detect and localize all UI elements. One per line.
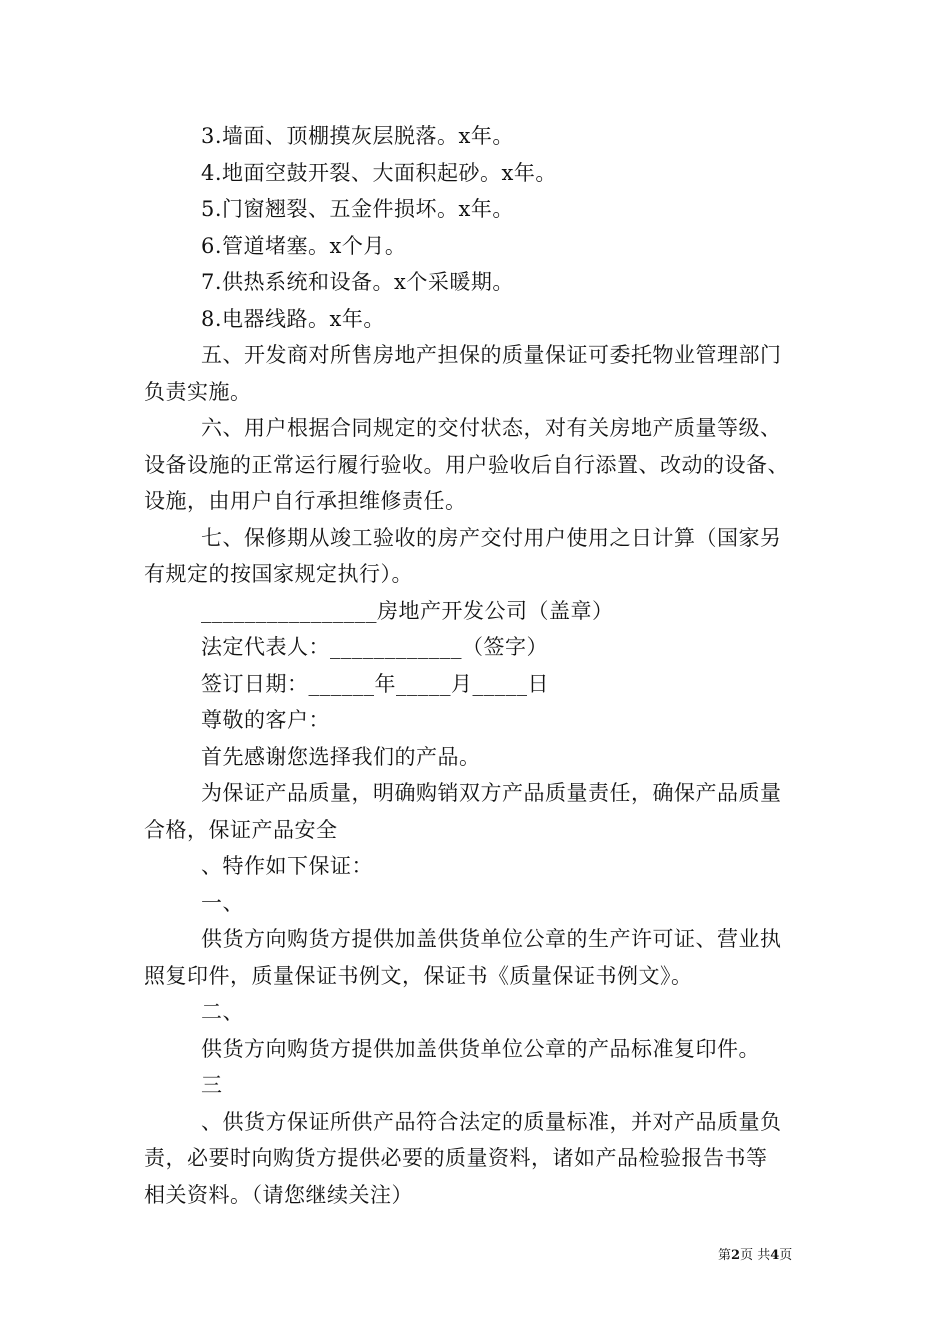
- text-line: 为保证产品质量，明确购销双方产品质量责任，确保产品质量: [201, 781, 782, 805]
- total-page-number: 4: [770, 1248, 780, 1263]
- text-line: 、供货方保证所供产品符合法定的质量标准，并对产品质量负: [201, 1109, 782, 1134]
- page-footer: [718, 1248, 792, 1264]
- text-line: ________________房地产开发公司（盖章）: [201, 598, 614, 623]
- text-line: 有规定的按国家规定执行）。: [144, 562, 413, 586]
- document-body: [144, 118, 814, 1213]
- text-line: 责，必要时向购货方提供必要的质量资料，诸如产品检验报告书等: [144, 1146, 768, 1170]
- text-line: 五、开发商对所售房地产担保的质量保证可委托物业管理部门: [201, 343, 782, 367]
- text-line: 合格，保证产品安全: [144, 817, 338, 842]
- footer-prefix: 第: [718, 1248, 732, 1263]
- current-page-number: 2: [731, 1248, 741, 1263]
- text-line: 相关资料。（请您继续关注）: [144, 1182, 413, 1207]
- text-line: 供货方向购货方提供加盖供货单位公章的生产许可证、营业执: [201, 927, 782, 951]
- footer-suffix: 页: [779, 1248, 793, 1263]
- text-line: 法定代表人：____________（签字）: [201, 635, 548, 659]
- text-line: 尊敬的客户：: [201, 708, 330, 732]
- text-line: 供货方向购货方提供加盖供货单位公章的产品标准复印件。: [201, 1036, 760, 1061]
- footer-middle: 页 共: [740, 1248, 771, 1263]
- text-line: 3.墙面、顶棚摸灰层脱落。x年。: [201, 124, 514, 148]
- text-line: 签订日期：______年_____月_____日: [201, 671, 549, 696]
- text-line: 六、用户根据合同规定的交付状态，对有关房地产质量等级、: [201, 416, 782, 440]
- text-line: 首先感谢您选择我们的产品。: [201, 744, 481, 769]
- text-line: 7.供热系统和设备。x个采暖期。: [201, 270, 514, 294]
- text-line: 照复印件，质量保证书例文，保证书《质量保证书例文》。: [144, 963, 693, 988]
- text-line: 、特作如下保证：: [201, 854, 373, 878]
- text-line: 设备设施的正常运行履行验收。用户验收后自行添置、改动的设备、: [144, 452, 789, 477]
- text-line: 5.门窗翘裂、五金件损坏。x年。: [201, 197, 514, 221]
- text-line: 设施，由用户自行承担维修责任。: [144, 489, 467, 513]
- text-line: 负责实施。: [144, 379, 252, 404]
- text-line: 8.电器线路。x年。: [201, 306, 385, 331]
- text-line: 二、: [201, 1000, 244, 1024]
- text-line: 七、保修期从竣工验收的房产交付用户使用之日计算（国家另: [201, 525, 782, 550]
- text-line: 一、: [201, 890, 244, 915]
- text-line: 4.地面空鼓开裂、大面积起砂。x年。: [201, 160, 557, 185]
- text-line: 三: [201, 1073, 223, 1097]
- text-line: 6.管道堵塞。x个月。: [201, 233, 407, 258]
